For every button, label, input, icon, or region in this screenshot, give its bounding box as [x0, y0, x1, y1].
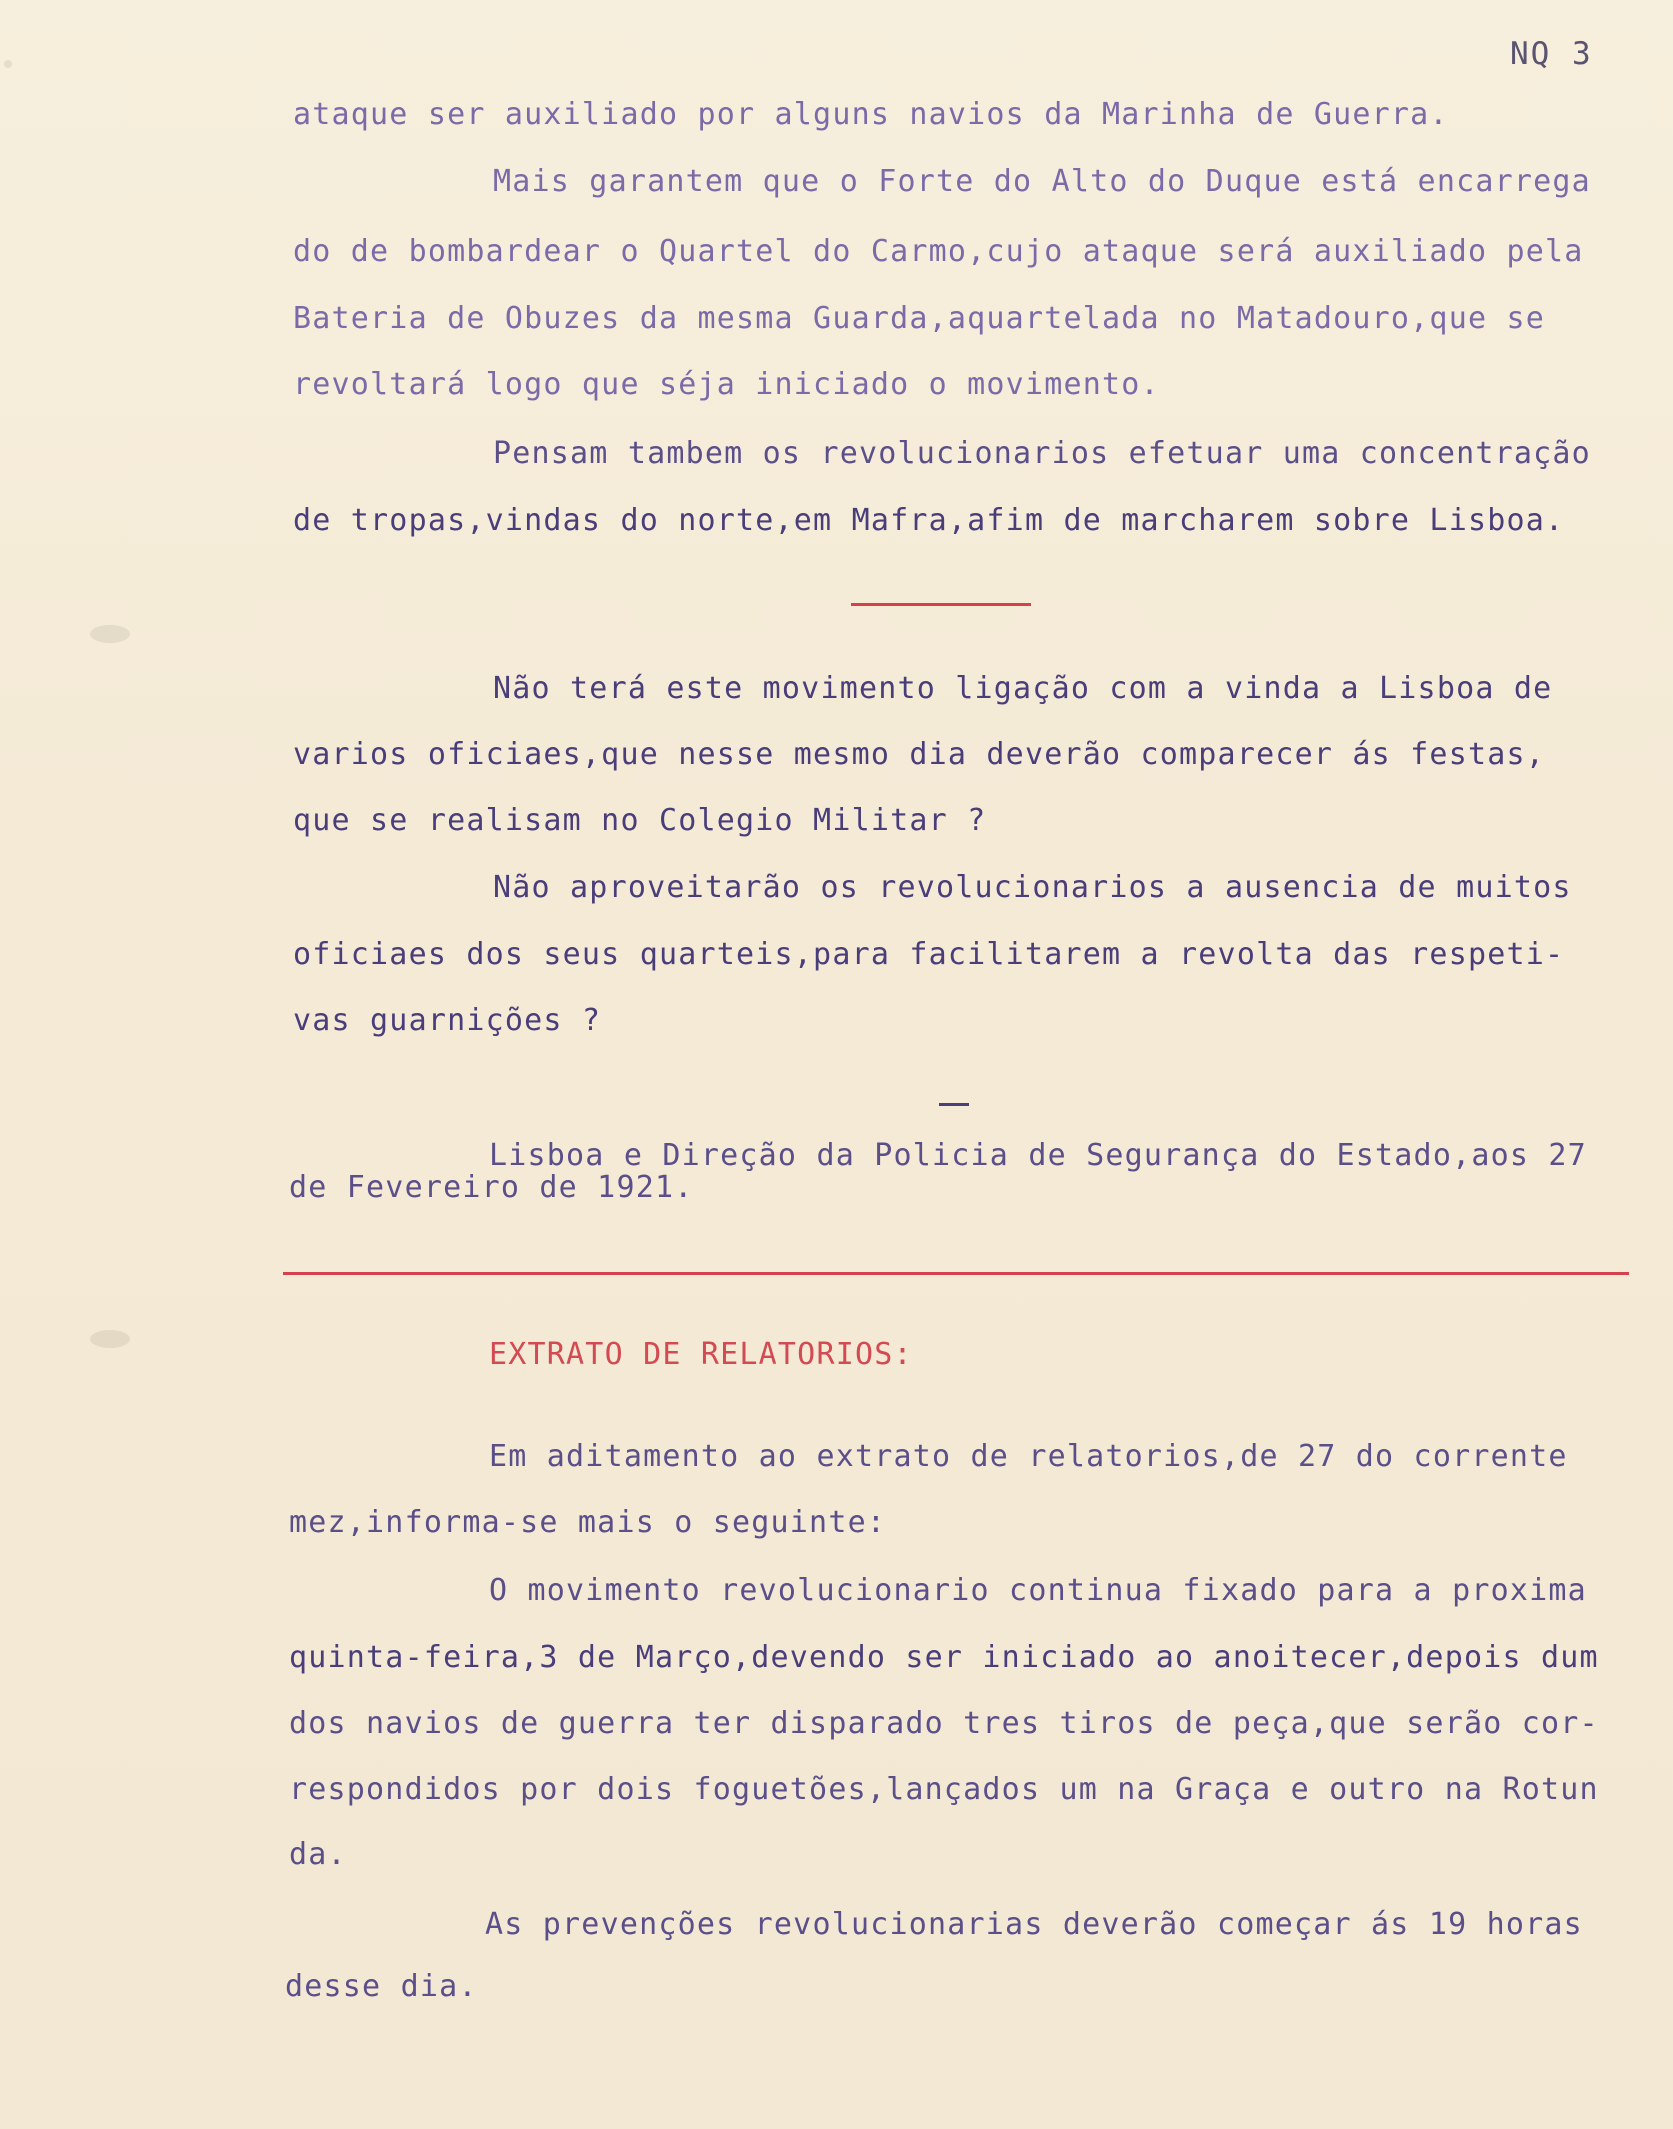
text-line: de tropas,vindas do norte,em Mafra,afim de marcharem sobre Lisboa. — [293, 503, 1565, 538]
text-line: vas guarnições ? — [293, 1003, 602, 1038]
text-line: Em aditamento ao extrato de relatorios,de 27 do corrente — [489, 1439, 1568, 1474]
section-divider-long — [283, 1272, 1629, 1275]
text-line: respondidos por dois foguetões,lançados um na Graça e outro na Rotun — [289, 1772, 1599, 1807]
text-line: desse dia. — [285, 1969, 478, 2004]
short-dash — [939, 1103, 969, 1106]
text-line: quinta-feira,3 de Março,devendo ser iniciado ao anoitecer,depois dum — [289, 1640, 1599, 1675]
text-line: O movimento revolucionario continua fixado para a proxima — [489, 1573, 1587, 1608]
text-line: de Fevereiro de 1921. — [289, 1170, 694, 1205]
text-line: As prevenções revolucionarias deverão começar ás 19 horas — [485, 1907, 1583, 1942]
paper-spot — [90, 625, 130, 643]
text-line: Mais garantem que o Forte do Alto do Duque está encarrega — [493, 164, 1591, 199]
text-line: Bateria de Obuzes da mesma Guarda,aquartelada no Matadouro,que se — [293, 301, 1545, 336]
text-line: mez,informa-se mais o seguinte: — [289, 1505, 887, 1540]
text-line: dos navios de guerra ter disparado tres tiros de peça,que serão cor- — [289, 1706, 1599, 1741]
text-line: oficiaes dos seus quarteis,para facilitarem a revolta das respeti- — [293, 937, 1565, 972]
section-divider — [851, 603, 1031, 606]
page-number: NQ 3 — [1510, 36, 1593, 72]
text-line: revoltará logo que séja iniciado o movimento. — [293, 367, 1160, 402]
text-line: Não terá este movimento ligação com a vinda a Lisboa de — [493, 671, 1553, 706]
text-line: Pensam tambem os revolucionarios efetuar uma concentração — [493, 436, 1591, 471]
text-line: varios oficiaes,que nesse mesmo dia deverão comparecer ás festas, — [293, 737, 1545, 772]
text-line: Não aproveitarão os revolucionarios a ausencia de muitos — [493, 870, 1572, 905]
text-line: Lisboa e Direção da Policia de Segurança do Estado,aos 27 — [489, 1138, 1587, 1173]
section-heading: EXTRATO DE RELATORIOS: — [489, 1337, 913, 1372]
text-line: que se realisam no Colegio Militar ? — [293, 803, 987, 838]
text-line: da. — [289, 1837, 347, 1872]
paper-spot — [90, 1330, 130, 1348]
text-line: do de bombardear o Quartel do Carmo,cujo ataque será auxiliado pela — [293, 234, 1584, 269]
text-line: ataque ser auxiliado por alguns navios da Marinha de Guerra. — [293, 97, 1449, 132]
paper-spot — [4, 60, 12, 68]
